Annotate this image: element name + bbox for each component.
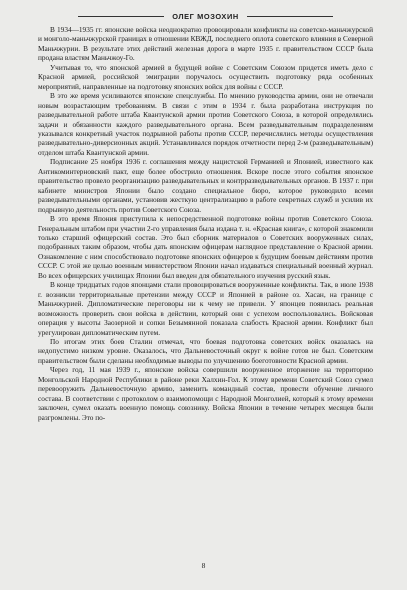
paragraph: В 1934—1935 гг. японские войска неоднократно провоцировали конфликты на советско-маньчжурской и монголо-маньчжурской границах в отношении КВЖД, последнего оплота советского влияния в Северной Маньчжурии. В результате этих действий железная дорога в марте 1935 г. правительством СССР была продана властям Маньчжоу-Го. (38, 25, 373, 63)
header-rule-right (247, 16, 333, 17)
paragraph: В это же время усиливаются японские спецслужбы. По мнению руководства армии, они не отвечали новым возрастающим требованиям. В связи с этим в 1934 г. была разработана инструкция по разведывательной работе штаба Квантунской армии против Советского Союза, в которой определялись задачи и обязанности каждого разведывательного органа. Всем разведывательным подразделениям указывался конкретный участок подрывной работы против СССР, перечислялись методы осуществления разведывательно-диверсионных акций. Устанавливался порядок отчетности перед 2-м (разведывательным) отделом штаба Квантунской армии. (38, 91, 373, 157)
paragraph: Подписание 25 ноября 1936 г. соглашения между нацистской Германией и Японией, известного как Антикоминтерновский пакт, еще более обострило отношения. Вскоре после этого события японское правительство провело реорганизацию разведывательных и контрразведывательных органов. В 1937 г. при кабинете министров Японии было создано специальное бюро, которое руководило всеми разведывательными органами, установив жесткую централизацию в работе секретных служб и усилив их подрывную деятельность против Советского Союза. (38, 157, 373, 214)
running-header (38, 10, 373, 22)
paragraph: В это время Япония приступила к непосредственной подготовке войны против Советского Союза. Генеральным штабом при участии 2-го управления была издана т. н. «Красная книга», с которой знакомили только старший офицерский состав. Это был сборник материалов о Советских вооруженных силах, подобранных таким образом, чтобы дать японским офицерам наглядное представление о Красной армии. Ознакомление с ним способствовало подготовке японских офицеров к будущим боевым действиям против СССР. С этой же целью военным министерством Японии начал издаваться специальный военный журнал. Во всех офицерских училищах Японии был введен для обязательного изучения русский язык. (38, 214, 373, 280)
page-number: 8 (201, 561, 206, 570)
paragraph: Через год, 11 мая 1939 г., японские войска совершили вооруженное вторжение на территорию Монгольской Народной Республики в районе реки Халхин-Гол. К этому времени Советский Союз сумел перевооружить Дальневосточную армию, заменить командный состав, провести обучение личного состава. В соответствии с протоколом о взаимопомощи с Народной Монголией, который к этому времени заключен, сумел оказать военную помощь союзнику. Войска Японии в течение четырех месяцев были разгромлены. Это по- (38, 365, 373, 422)
header-rule-left (78, 16, 164, 17)
paragraph: По итогам этих боев Сталин отмечал, что боевая подготовка советских войск оказалась на недопустимо низком уровне. Оказалось, что Дальневосточный округ к войне готов не был. Советским правительством были сделаны необходимые выводы по улучшению боеготовности Красной армии. (38, 336, 373, 365)
text-body (38, 25, 373, 422)
paragraph: Учитывая то, что японской армией в будущей войне с Советским Союзом придется иметь дело с Красной армией, российской эмиграции поручалось осуществить подготовку ряда особенных мероприятий, направленные на подготовку японских войск для войны с СССР. (38, 62, 373, 91)
running-header-author: ОЛЕГ МОЗОХИН (172, 11, 239, 21)
paragraph: В конце тридцатых годов японцами стали провоцироваться вооруженные конфликты. Так, в июле 1938 г. возникли территориальные претензии между СССР и Японией в районе оз. Хасан, на границе с Маньчжурией. Дипломатические переговоры ни к чему не привели. У японцев появилась реальная возможность проверить свои войска в действии, который они с успехом воспользовались. Войсковая операция у высоты Заозерной и сопки Безымянной показала слабость Красной армии. Конфликт был урегулирован дипломатическим путем. (38, 280, 373, 337)
